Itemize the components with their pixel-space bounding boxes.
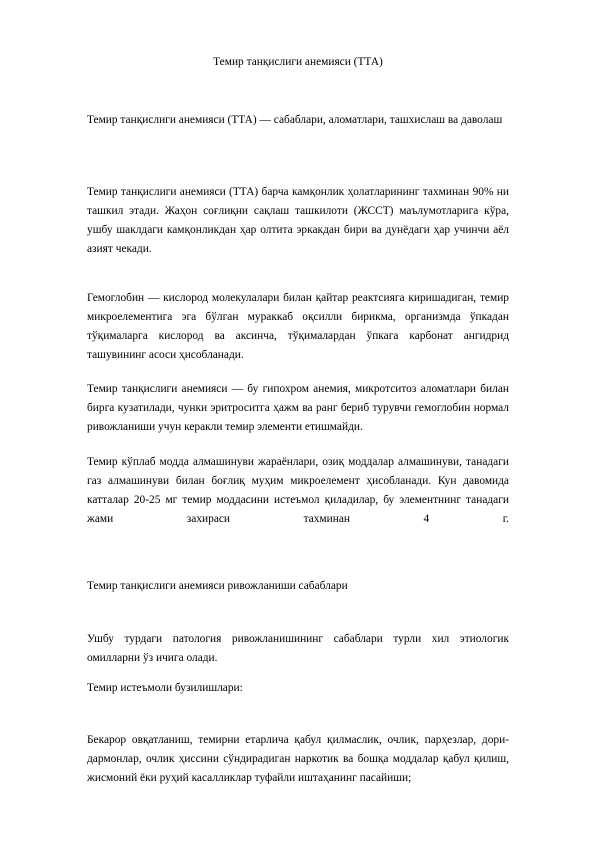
iron-role-paragraph: Темир кўплаб модда алмашинуви жараёнлари, озиқ моддалар алмашинуви, танадаги газ алмашинуви билан боғлиқ муҳим микроелемент ҳисобланади. Кун давомида катталар 20-25 мг темир моддасини истеъмол қиладилар, бу элементнинг танадаги жами захираси тахминан 4 г. [87, 456, 509, 525]
definition-paragraph: Темир танқислиги анемияси — бу гипохром анемия, микротситоз аломатлари билан бирга кузатилади, чунки эритроситга ҳажм ва ранг бериб турувчи гемоглобин нормал ривожланиши учун керакли темир элементи етишмайди. [87, 383, 509, 433]
intro-paragraph: Темир танқислиги анемияси (ТТА) барча камқонлик ҳолатларининг тахминан 90% ни ташкил этади. Жаҳон соғлиқни сақлаш ташкилоти (ЖССТ) маълумотларига кўра, ушбу шаклдаги камқонликдан ҳар олтита эркакдан бири ва дунёдаги ҳар учинчи аёл азият чекади. [87, 186, 509, 255]
intake-disorders-label: Темир истеъмоли бузилишлари: [87, 682, 243, 694]
hemoglobin-paragraph: Гемоглобин — кислород молекулалари билан қайтар реактсияга киришадиган, темир микроелементига эга бўлган мураккаб оқсилли бирикма, организмда ўпкадан тўқималарга кислород ва аксинча, тўқималардан ўпкага карбонат ангидрид ташувининг асоси ҳисобланади. [87, 292, 509, 361]
document-title: Темир танқислиги анемияси (ТТА) [213, 56, 383, 68]
causes-heading: Темир танқислиги анемияси ривожланиши сабаблари [87, 580, 348, 592]
subtitle-paragraph: Темир танқислиги анемияси (ТТА) — сабаблари, аломатлари, ташхислаш ва даволаш [87, 114, 503, 126]
causes-intro-paragraph: Ушбу турдаги патология ривожланишининг сабаблари турли хил этиологик омилларни ўз ичига олади. [87, 633, 509, 664]
intake-disorders-paragraph: Бекарор овқатланиш, темирни етарлича қабул қилмаслик, очлик, парҳезлар, дори-дармонлар, очлик ҳиссини сўндирадиган наркотик ва бошқа моддалар қабул қилиш, жисмоний ёки руҳий касалликлар туфайли иштаҳанинг пасайиши; [87, 734, 509, 784]
